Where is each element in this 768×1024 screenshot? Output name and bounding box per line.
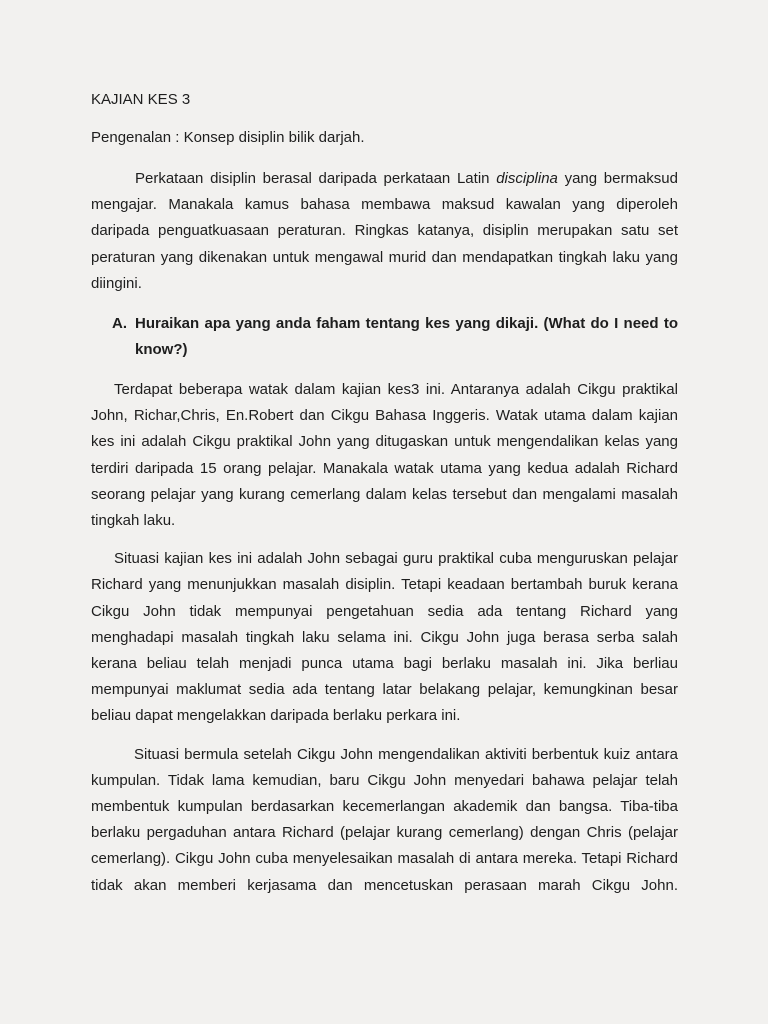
- question-text: Huraikan apa yang anda faham tentang kes yang dikaji. (What do I need to know?): [135, 315, 678, 359]
- paragraph-situation: Situasi kajian kes ini adalah John sebagai guru praktikal cuba menguruskan pelajar Richard yang menunjukkan masalah disiplin. Tetapi keadaan bertambah buruk kerana Cikgu John tidak mempunyai pengetahuan sedia ada tentang Richard yang menghadapi masalah tingkah laku selama ini. Cikgu John juga berasa serba salah kerana beliau telah menjadi punca utama bagi berlaku masalah ini. Jika berliau mempunyai maklumat sedia ada tentang latar belakang pelajar, kemungkinan besar beliau dapat mengelakkan daripada berlaku perkara ini.: [91, 550, 678, 725]
- paragraph-characters: Terdapat beberapa watak dalam kajian kes3 ini. Antaranya adalah Cikgu praktikal John, Richar,Chris, En.Robert dan Cikgu Bahasa Inggeris. Watak utama dalam kajian kes ini adalah Cikgu praktikal John yang ditugaskan untuk mengendalikan kelas yang terdiri daripada 15 orang pelajar. Manakala watak utama yang kedua adalah Richard seorang pelajar yang kurang cemerlang dalam kelas tersebut dan mengalami masalah tingkah laku.: [91, 381, 678, 530]
- introduction-line: Pengenalan : Konsep disiplin bilik darjah.: [91, 129, 365, 146]
- document-body: [91, 90, 678, 899]
- question-letter: A.: [112, 315, 127, 333]
- paragraph-definition-text-end: yang bermaksud mengajar. Manakala kamus bahasa membawa maksud kawalan yang diperoleh daripada penguatkuasaan peraturan. Ringkas katanya, disiplin merupakan satu set peraturan yang dikenakan untuk mengawal murid dan mendapatkan tingkah laku yang diingini.: [91, 170, 678, 292]
- question-heading: [91, 311, 678, 363]
- document-title: KAJIAN KES 3: [91, 91, 191, 108]
- latin-term: disciplina: [496, 170, 558, 187]
- paragraph-definition: [91, 166, 678, 297]
- paragraph-definition-text-start: Perkataan disiplin berasal daripada perkataan Latin: [135, 170, 497, 187]
- paragraph-incident: Situasi bermula setelah Cikgu John mengendalikan aktiviti berbentuk kuiz antara kumpulan. Tidak lama kemudian, baru Cikgu John menyedari bahawa pelajar telah membentuk kumpulan berdasarkan kecemerlangan akademik dan bangsa. Tiba-tiba berlaku pergaduhan antara Richard (pelajar kurang cemerlang) dengan Chris (pelajar cemerlang). Cikgu John cuba menyelesaikan masalah di antara mereka. Tetapi Richard tidak akan memberi kerjasama dan mencetuskan perasaan marah Cikgu John.: [91, 745, 678, 894]
